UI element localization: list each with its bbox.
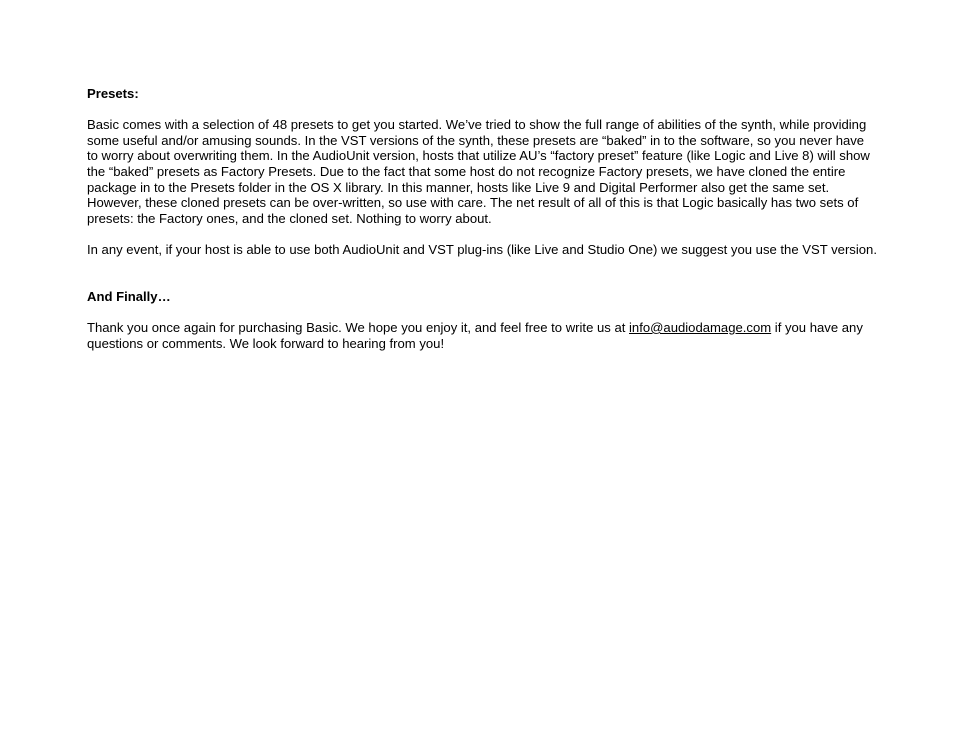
document-page (87, 86, 877, 351)
email-link[interactable]: info@audiodamage.com (629, 319, 772, 335)
presets-heading: Presets: (87, 86, 139, 101)
spacer (87, 102, 877, 118)
presets-paragraph: Basic comes with a selection of 48 presets to get you started. We’ve tried to show the full range of abilities of the synth, while providing some useful and/or amusing sounds. In the VST versions of the synth, these presets are “baked” in to the software, so you never have to worry about overwriting them. In the AudioUnit version, hosts that utilize AU’s “factory preset” feature (like Logic and Live 8) will show the “baked” presets as Factory Presets. Due to the fact that some host do not recognize Factory presets, we have cloned the entire package in to the Presets folder in the OS X library. In this manner, hosts like Live 9 and Digital Performer also get the same set. However, these cloned presets can be over-written, so use with care. The net result of all of this is that Logic basically has two sets of presets: the Factory ones, and the cloned set. Nothing to worry about. (87, 117, 870, 226)
closing-text-before: Thank you once again for purchasing Basic. We hope you enjoy it, and feel free to write us at (87, 319, 630, 335)
host-recommendation-paragraph: In any event, if your host is able to use both AudioUnit and VST plug-ins (like Live and Studio One) we suggest you use the VST version. (87, 241, 877, 257)
and-finally-heading: And Finally… (87, 288, 171, 304)
spacer (87, 258, 877, 289)
closing-text-after: if you have any questions or comments. We look forward to hearing from you! (87, 319, 863, 351)
spacer (87, 226, 877, 242)
closing-paragraph (87, 320, 877, 351)
spacer (87, 304, 877, 320)
